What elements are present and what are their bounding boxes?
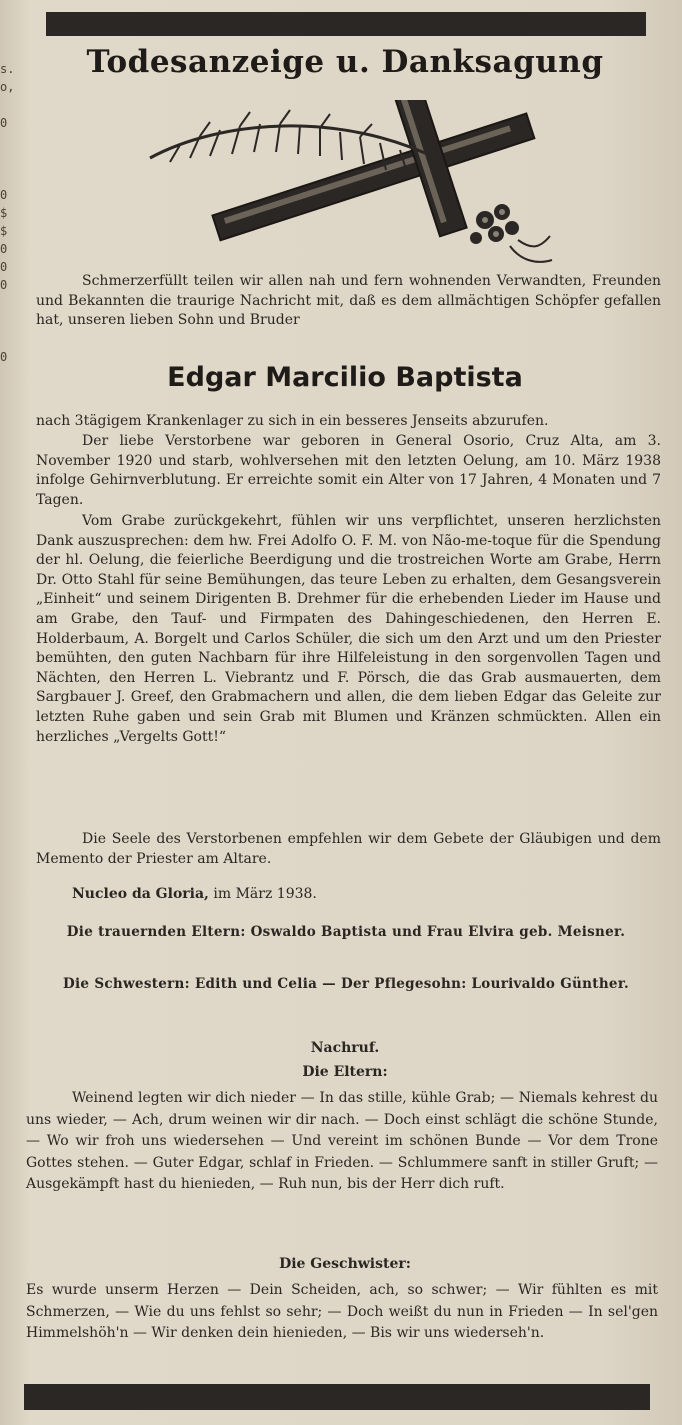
margin-fragment: 0: [0, 260, 8, 274]
margin-fragment: [0, 312, 14, 330]
margin-fragment: [0, 132, 14, 150]
headline: Todesanzeige u. Danksagung: [86, 44, 604, 80]
margin-fragment: 0: [0, 242, 8, 256]
paragraph-prayer: Die Seele des Verstorbenen empfehlen wir dem Gebete der Gläubigen und dem Memento der Priester am Altare.: [36, 831, 661, 867]
siblings-poem: Es wurde unserm Herzen — Dein Scheiden, ach, so schwer; — Wir fühlten es mit Schmerzen, — Wie du uns fehlst so sehr; — Doch weißt du nun in Frieden — In sel'gen Himmelshöh'n — Wir denken dein hienieden, — Bis wir uns wiederseh'n.: [26, 1282, 658, 1341]
margin-fragment: [0, 168, 14, 186]
date-text: im März 1938.: [208, 886, 317, 902]
margin-fragment: 0: [0, 116, 8, 130]
nachruf-title: Nachruf.: [310, 1040, 380, 1056]
margin-fragment: [0, 330, 14, 348]
margin-fragment: [0, 96, 14, 114]
margin-fragment: o,: [0, 80, 15, 94]
signature-siblings: Die Schwestern: Edith und Celia — Der Pflegesohn: Lourivaldo Günther.: [63, 976, 629, 992]
margin-fragment: s.: [0, 62, 15, 76]
place-name: Nucleo da Gloria,: [72, 886, 209, 902]
parents-poem: Weinend legten wir dich nieder — In das stille, kühle Grab; — Niemals kehrest du uns wieder, — Ach, drum weinen wir dir nach. — Doch einst schlägt die schöne Stunde, — Wo wir froh uns wiedersehen — Und vereint im schönen Bunde — Vor dem Trone Gottes stehen. — Guter Edgar, schlaf in Frieden. — Schlummere sanft in stiller Gruft; — Ausgekämpft hast du hienieden, — Ruh nun, bis der Herr dich ruft.: [26, 1090, 658, 1192]
margin-fragment: [0, 294, 14, 312]
paragraph-called-away: nach 3tägigem Krankenlager zu sich in ein besseres Jenseits abzurufen.: [36, 413, 549, 429]
bottom-border-bar: [24, 1384, 650, 1410]
adjacent-column-fragment: [0, 60, 14, 420]
margin-fragment: [0, 150, 14, 168]
deceased-name: Edgar Marcilio Baptista: [167, 362, 523, 393]
margin-fragment: 0: [0, 278, 8, 292]
margin-fragment: $: [0, 206, 8, 220]
siblings-poem-title: Die Geschwister:: [279, 1256, 411, 1272]
margin-fragment: 0: [0, 188, 8, 202]
parents-poem-title: Die Eltern:: [302, 1064, 388, 1080]
intro-paragraph: Schmerzerfüllt teilen wir allen nah und fern wohnenden Verwandten, Freunden und Bekannten die traurige Nachricht mit, daß es dem allmächtigen Schöpfer gefallen hat, unseren lieben Sohn und Bruder: [36, 273, 661, 329]
margin-fragment: $: [0, 224, 8, 238]
top-border-bar: [46, 12, 646, 36]
paragraph-thanks: Vom Grabe zurückgekehrt, fühlen wir uns verpflichtet, unseren herzlichsten Dank auszusprechen: dem hw. Frei Adolfo O. F. M. von Não-me-toque für die Spendung der hl. Oelung, die feierliche Beerdigung und die trostreichen Worte am Grabe, Herrn Dr. Otto Stahl für seine Bemühungen, das teure Leben zu erhalten, dem Gesangsverein „Einheit“ und seinem Dirigenten B. Drehmer für die erhebenden Lieder im Hause und am Grabe, den Tauf- und Firmpaten des Dahingeschiedenen, den Herren E. Holderbaum, A. Borgelt und Carlos Schüler, die sich um den Arzt und um den Priester bemühten, den guten Nachbarn für ihre Hilfeleistung in den sorgenvollen Tagen und Nächten, den Herren L. Viebrantz und F. Pörsch, die das Grab ausmauerten, dem Sargbauer J. Greef, den Grabmachern und allen, die dem lieben Edgar das Geleite zur letzten Ruhe gaben und sein Grab mit Blumen und Kränzen schmückten. Allen ein herzliches „Vergelts Gott!“: [36, 513, 661, 745]
cross-with-palm-frond-icon: [140, 100, 570, 270]
paragraph-birth-death: Der liebe Verstorbene war geboren in General Osorio, Cruz Alta, am 3. November 1920 und starb, wohlversehen mit den letzten Oelung, am 10. März 1938 infolge Gehirnverblutung. Er erreichte somit ein Alter von 17 Jahren, 4 Monaten und 7 Tagen.: [36, 433, 661, 508]
margin-fragment: 0: [0, 350, 8, 364]
place-and-date: [72, 886, 652, 902]
signature-parents: Die trauernden Eltern: Oswaldo Baptista und Frau Elvira geb. Meisner.: [66, 924, 626, 940]
